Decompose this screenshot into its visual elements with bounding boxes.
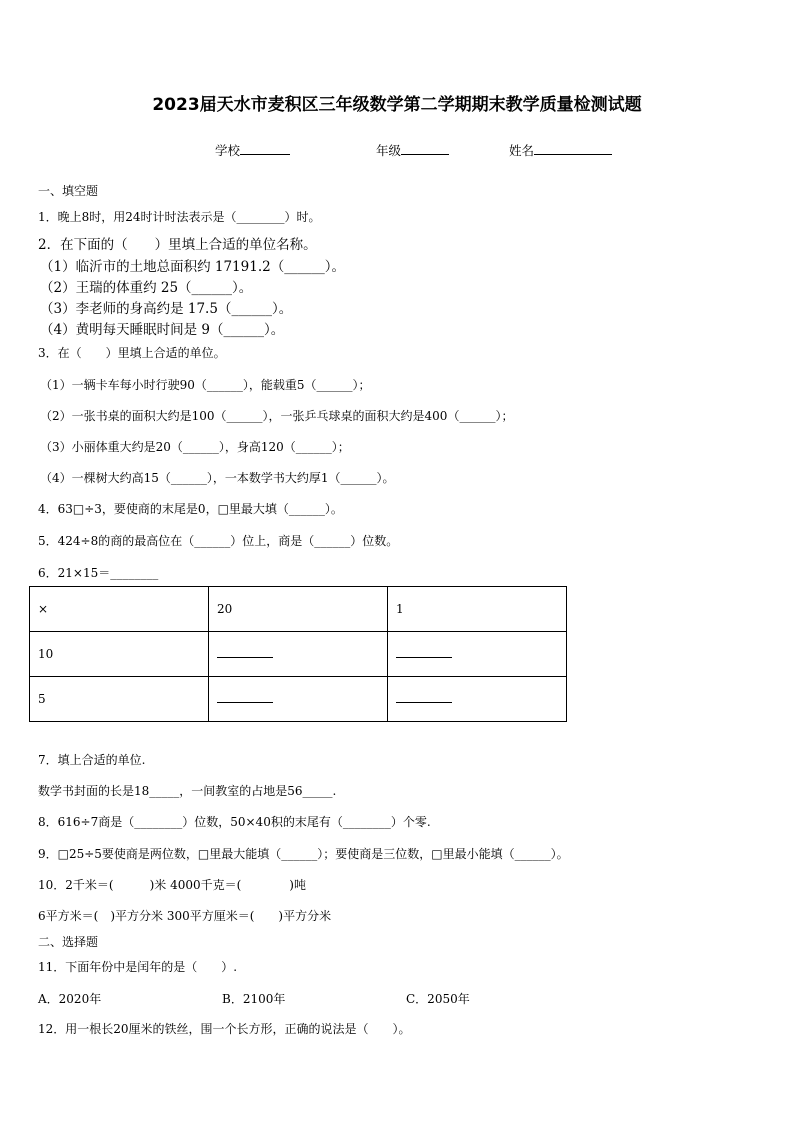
question-2-stem: 2．在下面的（ ）里填上合适的单位名称。: [38, 237, 317, 253]
question-7-stem: 7．填上合适的单位.: [38, 753, 146, 767]
table-cell: [209, 632, 388, 677]
question-3-item: （3）小丽体重大约是20（______），身高120（______）；: [40, 440, 350, 454]
table-row-label: 10: [30, 632, 209, 677]
question-3-item: （2）一张书桌的面积大约是100（______），一张乒乓球桌的面积大约是400（______）；: [40, 409, 514, 423]
question-3-item: （1）一辆卡车每小时行驶90（______），能载重5（______）；: [40, 378, 371, 392]
question-9: 9．□25÷5要使商是两位数，□里最大能填（______）；要使商是三位数，□里最小能填（______）。: [38, 847, 569, 861]
option-b: B．2100年: [222, 992, 286, 1006]
section-multiple-choice: 二、选择题: [38, 935, 99, 949]
question-2-item: （2）王瑞的体重约 25（______）。: [40, 280, 253, 296]
question-1: 1．晚上8时，用24时计时法表示是（________）时。: [38, 210, 321, 224]
table-header-cell: 1: [388, 587, 567, 632]
table-row: [30, 677, 567, 722]
name-blank: [534, 142, 612, 155]
question-6: 6．21×15＝________: [38, 566, 159, 580]
grade-label: 年级: [376, 143, 402, 158]
table-header-row: [30, 587, 567, 632]
question-2-item: （1）临沂市的土地总面积约 17191.2（______）。: [40, 259, 345, 275]
answer-blank: [396, 647, 452, 658]
question-12: 12．用一根长20厘米的铁丝，围一个长方形，正确的说法是（ ）。: [38, 1022, 411, 1036]
table-cell: [209, 677, 388, 722]
question-3-item: （4）一棵树大约高15（______），一本数学书大约厚1（______）。: [40, 471, 395, 485]
question-2-item: （3）李老师的身高约是 17.5（______）。: [40, 301, 293, 317]
table-cell: [388, 632, 567, 677]
question-8: 8．616÷7商是（________）位数，50×40积的末尾有（________）个零.: [38, 815, 431, 829]
table-row-label: 5: [30, 677, 209, 722]
name-field: [509, 141, 612, 159]
question-10-line2: 6平方米＝( )平方分米 300平方厘米＝( )平方分米: [38, 909, 332, 923]
question-5: 5．424÷8的商的最高位在（______）位上，商是（______）位数。: [38, 534, 399, 548]
question-7-line: 数学书封面的长是18_____，一间教室的占地是56_____.: [38, 784, 337, 798]
question-10-line1: 10．2千米＝( )米 4000千克＝( )吨: [38, 878, 306, 892]
option-a: A．2020年: [38, 992, 102, 1006]
school-label: 学校: [215, 143, 241, 158]
page-title: 2023届天水市麦积区三年级数学第二学期期末教学质量检测试题: [152, 95, 642, 115]
table-cell: [388, 677, 567, 722]
grade-field: [376, 141, 449, 159]
question-11-stem: 11．下面年份中是闰年的是（ ）.: [38, 960, 238, 974]
school-blank: [240, 142, 290, 155]
multiplication-table: [29, 586, 567, 722]
question-2-item: （4）黄明每天睡眠时间是 9（______）。: [40, 322, 285, 338]
school-field: [215, 141, 290, 159]
table-header-cell: 20: [209, 587, 388, 632]
table-row: [30, 632, 567, 677]
answer-blank: [217, 647, 273, 658]
answer-blank: [396, 692, 452, 703]
option-c: C．2050年: [406, 992, 470, 1006]
question-3-stem: 3．在（ ）里填上合适的单位。: [38, 346, 226, 360]
answer-blank: [217, 692, 273, 703]
name-label: 姓名: [509, 143, 535, 158]
grade-blank: [401, 142, 449, 155]
section-fill-in: 一、填空题: [38, 184, 99, 198]
table-header-cell: ×: [30, 587, 209, 632]
question-4: 4．63□÷3，要使商的末尾是0，□里最大填（______）。: [38, 502, 343, 516]
